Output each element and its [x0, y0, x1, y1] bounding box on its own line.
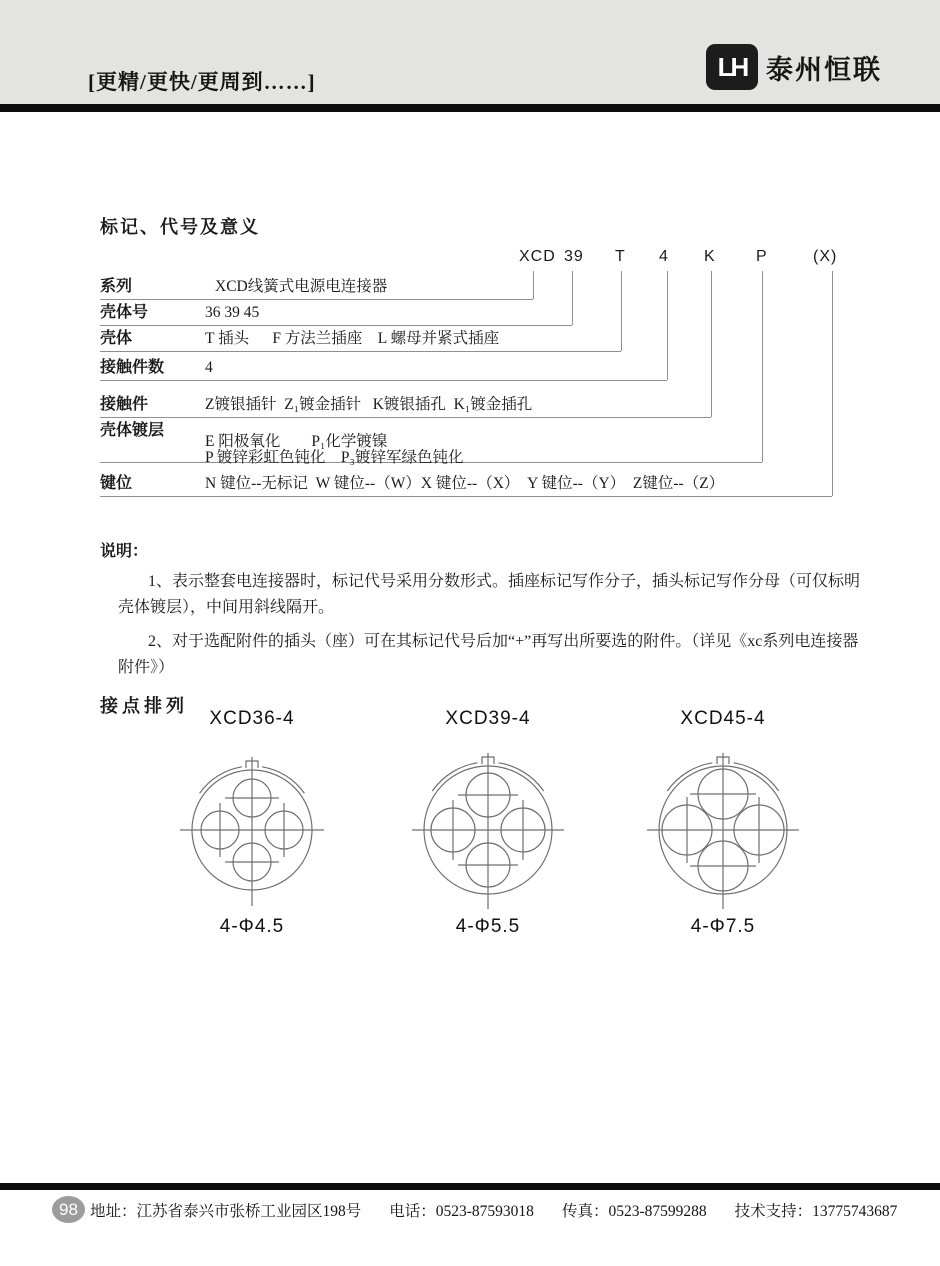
connector-line	[572, 271, 573, 325]
figure-caption: 4-Φ7.5	[690, 916, 756, 937]
header-tagline: [更精/更快/更周到……]	[88, 70, 316, 94]
row-label: 壳体号	[100, 304, 149, 321]
connector-face-diagram	[628, 732, 818, 922]
marking-row-shell-no	[100, 302, 572, 326]
page-footer	[52, 1196, 912, 1223]
figure-xcd45	[625, 708, 821, 938]
connector-face-diagram	[393, 732, 583, 922]
page-header	[0, 0, 940, 104]
code-part-key: (X)	[813, 248, 838, 265]
center-crosshair	[412, 753, 564, 909]
marking-section-title: 标记、代号及意义	[100, 217, 260, 237]
company-logo-icon	[706, 44, 758, 90]
row-label: 接触件	[100, 396, 149, 413]
marking-row-series	[100, 276, 533, 300]
connector-line	[667, 271, 668, 380]
row-label: 接触件数	[100, 359, 165, 376]
figure-caption: 4-Φ4.5	[219, 916, 285, 937]
code-part-shell: T	[615, 248, 626, 265]
footer-support: 技术支持：13775743687	[734, 1202, 898, 1220]
note-item-1: 1、表示整套电连接器时，标记代号采用分数形式。插座标记写作分子，插头标记写作分母（可仅标明壳体镀层），中间用斜线隔开。	[118, 573, 861, 616]
contacts-heading: 接点排列	[100, 696, 188, 716]
row-value: 4	[205, 359, 213, 376]
row-value: 36 39 45	[205, 304, 260, 321]
connector-line	[762, 271, 763, 462]
row-label: 系列	[100, 278, 133, 295]
figure-xcd36	[154, 708, 350, 938]
row-value-line2: P 镀锌彩虹色钝化 P₃镀锌军绿色钝化	[205, 449, 464, 466]
notes-section	[100, 538, 872, 689]
notes-heading: 说明：	[100, 543, 149, 560]
footer-divider-bar	[0, 1183, 940, 1190]
brand-name: 泰州恒联	[766, 54, 882, 85]
header-divider-bar	[0, 104, 940, 112]
brand-block	[706, 44, 882, 90]
code-part-count: 4	[659, 248, 669, 265]
page-number-badge: 98	[52, 1196, 85, 1223]
row-label: 键位	[100, 475, 133, 492]
code-part-shell-no: 39	[564, 248, 584, 265]
figure-caption: 4-Φ5.5	[455, 916, 521, 937]
connector-line	[711, 271, 712, 417]
row-value: Z镀银插针 Z₁镀金插针 K镀银插孔 K₁镀金插孔	[205, 396, 533, 413]
connector-face-diagram	[157, 732, 347, 922]
connector-line	[533, 271, 534, 299]
code-part-contact: K	[704, 248, 716, 265]
figure-title: XCD36-4	[209, 708, 295, 729]
row-value-line1: E 阳极氧化 P₁化学镀镍	[205, 433, 388, 450]
connector-line	[832, 271, 833, 496]
logo-monogram: LH	[717, 51, 747, 82]
marking-row-key	[100, 472, 832, 497]
footer-fax: 传真：0523-87599288	[561, 1202, 707, 1220]
footer-phone: 电话：0523-87593018	[389, 1202, 534, 1220]
row-value: T 插头 F 方法兰插座 L 螺母并紧式插座	[205, 330, 500, 347]
code-part-series: XCD	[519, 248, 556, 265]
marking-row-shell	[100, 328, 621, 352]
marking-row-contact-count	[100, 357, 667, 381]
connector-line	[621, 271, 622, 351]
figure-xcd39	[390, 708, 586, 938]
row-label: 壳体镀层	[100, 422, 165, 439]
figure-title: XCD39-4	[445, 708, 531, 729]
center-crosshair	[647, 753, 799, 909]
row-label: 壳体	[100, 330, 133, 347]
marking-row-contact	[100, 392, 711, 418]
marking-row-plating	[100, 416, 762, 466]
row-value: N 键位--无标记 W 键位--（W）X 键位--（X） Y 键位--（Y） Z键位--（Z）	[205, 475, 725, 492]
note-item-2: 2、对于选配附件的插头（座）可在其标记代号后加“+”再写出所要选的附件。（详见《xc系列电连接器附件》）	[118, 633, 859, 676]
footer-address: 地址：江苏省泰兴市张桥工业园区198号	[90, 1202, 362, 1220]
code-part-plating: P	[756, 248, 768, 265]
figure-title: XCD45-4	[680, 708, 766, 729]
row-value: XCD线簧式电源电连接器	[215, 278, 388, 295]
